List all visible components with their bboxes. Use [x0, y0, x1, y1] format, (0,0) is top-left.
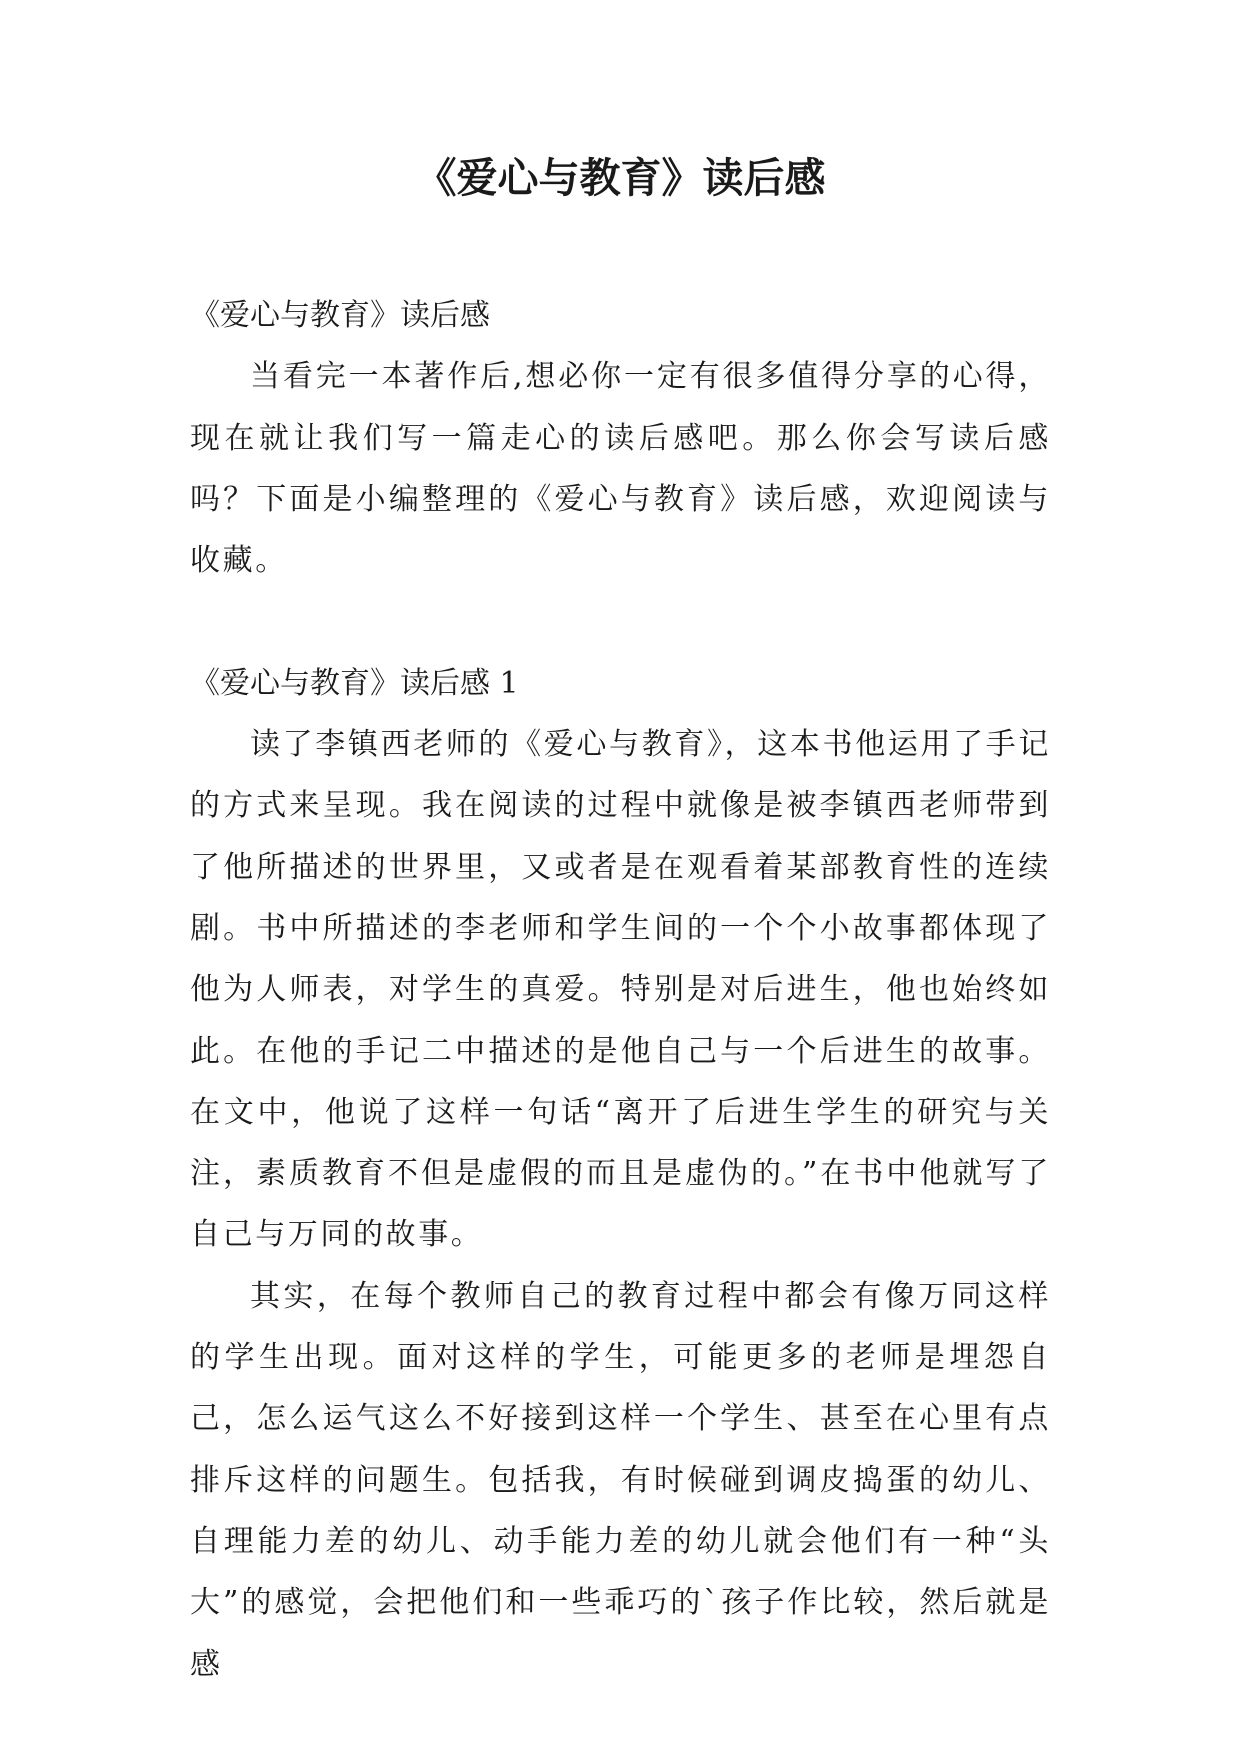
section1-paragraph-2: 其实，在每个教师自己的教育过程中都会有像万同这样的学生出现。面对这样的学生，可能更多的老师是埋怨自己，怎么运气这么不好接到这样一个学生、甚至在心里有点排斥这样的问题生。包括我，有时候碰到调皮捣蛋的幼儿、自理能力差的幼儿、动手能力差的幼儿就会他们有一种“头大”的感觉，会把他们和一些乖巧的`孩子作比较，然后就是感 [190, 1278, 1051, 1682]
section-spacer [190, 591, 1051, 652]
section1-heading: 《爱心与教育》读后感 1 [190, 665, 519, 701]
intro-heading: 《爱心与教育》读后感 [190, 298, 490, 333]
document-body [190, 285, 1051, 1695]
intro-paragraph: 当看完一本著作后,想必你一定有很多值得分享的心得，现在就让我们写一篇走心的读后感吧。那么你会写读后感吗？下面是小编整理的《爱心与教育》读后感，欢迎阅读与收藏。 [190, 359, 1051, 579]
section1-paragraph-1: 读了李镇西老师的《爱心与教育》，这本书他运用了手记的方式来呈现。我在阅读的过程中就像是被李镇西老师带到了他所描述的世界里，又或者是在观看着某部教育性的连续剧。书中所描述的李老师和学生间的一个个小故事都体现了他为人师表，对学生的真爱。特别是对后进生，他也始终如此。在他的手记二中描述的是他自己与一个后进生的故事。在文中，他说了这样一句话“离开了后进生学生的研究与关注，素质教育不但是虚假的而且是虚伪的。”在书中他就写了自己与万同的故事。 [190, 727, 1051, 1253]
document-title: 《爱心与教育》读后感 [415, 154, 826, 202]
